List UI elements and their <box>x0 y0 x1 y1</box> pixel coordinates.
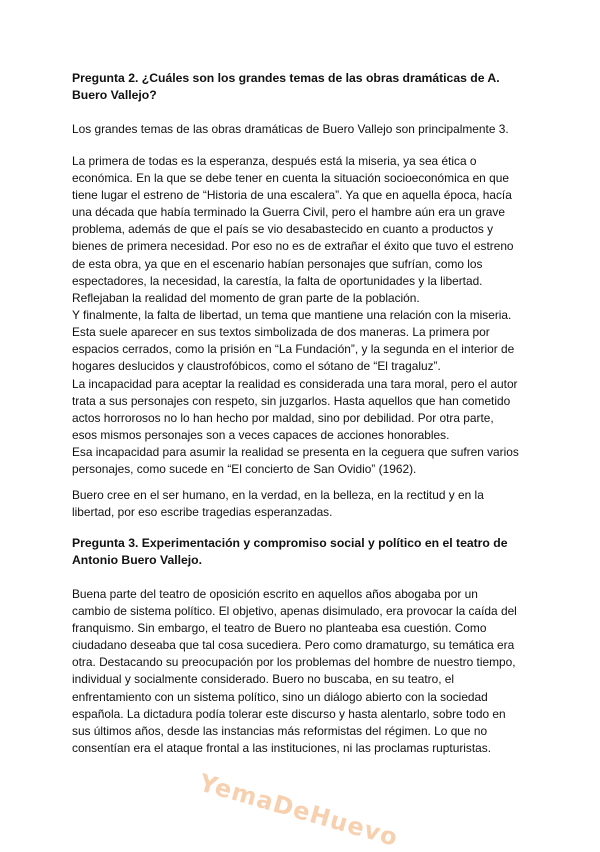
text-line: ciudadano deseaba que tal cosa sucediera. Pero como dramaturgo, su temática era <box>72 638 515 653</box>
text-line: de esta obra, ya que en el escenario habían personajes que sufrían, como los <box>72 256 483 271</box>
text-line: Buero cree en el ser humano, en la verdad, en la belleza, en la rectitud y en la <box>72 488 484 502</box>
text-line: Buena parte del teatro de oposición escrito en aquellos años abogaba por un <box>72 587 478 601</box>
text-line: actos horrorosos no lo han hecho por maldad, sino por debilidad. Por otra parte, <box>72 411 494 426</box>
text-line: personajes, como sucede en “El concierto de San Ovidio” (1962). <box>72 462 417 477</box>
heading-line: Pregunta 2. ¿Cuáles son los grandes temas de las obras dramáticas de A. <box>72 71 500 85</box>
text-line: esos mismos personajes son a veces capaces de acciones honorables. <box>72 428 450 443</box>
heading-line: Buero Vallejo? <box>72 88 157 102</box>
text-line: hogares deslucidos y claustrofóbicos, como el sótano de “El tragaluz”. <box>72 359 441 374</box>
text-line: La incapacidad para aceptar la realidad es considerada una tara moral, pero el autor <box>72 377 518 391</box>
text-line: económica. En la que se debe tener en cuenta la situación socioeconómica en que <box>72 171 509 186</box>
text-line: española. La dictadura podía tolerar este discurso y hasta alentarlo, sobre todo en <box>72 706 506 721</box>
opposition-theatre-paragraph <box>72 586 534 757</box>
text-line: bienes de primera necesidad. Por eso no es de extrañar el éxito que tuvo el estreno <box>72 239 514 254</box>
watermark: YemaDeHuevo <box>196 768 402 852</box>
text-line: consentían era el ataque frontal a las instituciones, ni las proclamas rupturistas. <box>72 740 492 755</box>
reality-paragraph <box>72 376 534 479</box>
text-line: libertad, por eso escribe tragedias esperanzadas. <box>72 505 333 520</box>
heading-line: Antonio Buero Vallejo. <box>72 553 203 567</box>
text-line: espacios cerrados, como la prisión en “La Fundación”, y la segunda en el interior de <box>72 342 515 357</box>
question-2-heading <box>72 70 534 104</box>
text-line: Los grandes temas de las obras dramáticas de Buero Vallejo son principalmente 3. <box>72 122 509 136</box>
intro-paragraph <box>72 121 534 138</box>
text-line: Reflejaban la realidad del momento de gran parte de la población. <box>72 290 420 305</box>
text-line: La primera de todas es la esperanza, después está la miseria, ya sea ética o <box>72 154 477 168</box>
text-line: una década que había terminado la Guerra Civil, pero el hambre aún era un grave <box>72 205 505 220</box>
text-line: enfrentamiento con un sistema político, sino un diálogo abierto con la sociedad <box>72 689 488 704</box>
text-line: Esta suele aparecer en sus textos simbolizada de dos maneras. La primera por <box>72 324 490 339</box>
text-line: individual y socialmente considerado. Buero no buscaba, en su teatro, el <box>72 672 455 687</box>
text-line: otra. Destacando su preocupación por los problemas del hombre de nuestro tiempo, <box>72 655 516 670</box>
text-line: espectadores, la necesidad, la carestía, la falta de oportunidades y la libertad. <box>72 273 483 288</box>
text-line: sus últimos años, desde las instancias más reformistas del régimen. Lo que no <box>72 723 488 738</box>
text-line: trata a sus personajes con respeto, sin juzgarlos. Hasta aquellos que han cometido <box>72 394 511 409</box>
heading-line: Pregunta 3. Experimentación y compromiso social y político en el teatro de <box>72 536 508 550</box>
text-line: franquismo. Sin embargo, el teatro de Buero no planteaba esa cuestión. Como <box>72 621 487 636</box>
question-3-heading <box>72 535 534 569</box>
belief-paragraph <box>72 487 534 521</box>
themes-paragraph <box>72 153 534 375</box>
text-line: Esa incapacidad para asumir la realidad se presenta en la ceguera que sufren varios <box>72 445 519 460</box>
text-line: Y finalmente, la falta de libertad, un tema que mantiene una relación con la miseria. <box>72 307 512 322</box>
text-line: problema, además de que el país se vio desabastecido en cuanto a productos y <box>72 222 494 237</box>
text-line: cambio de sistema político. El objetivo, apenas disimulado, era provocar la caída del <box>72 604 517 619</box>
text-line: tiene lugar el estreno de “Historia de una escalera”. Ya que en aquella época, hacía <box>72 188 512 203</box>
